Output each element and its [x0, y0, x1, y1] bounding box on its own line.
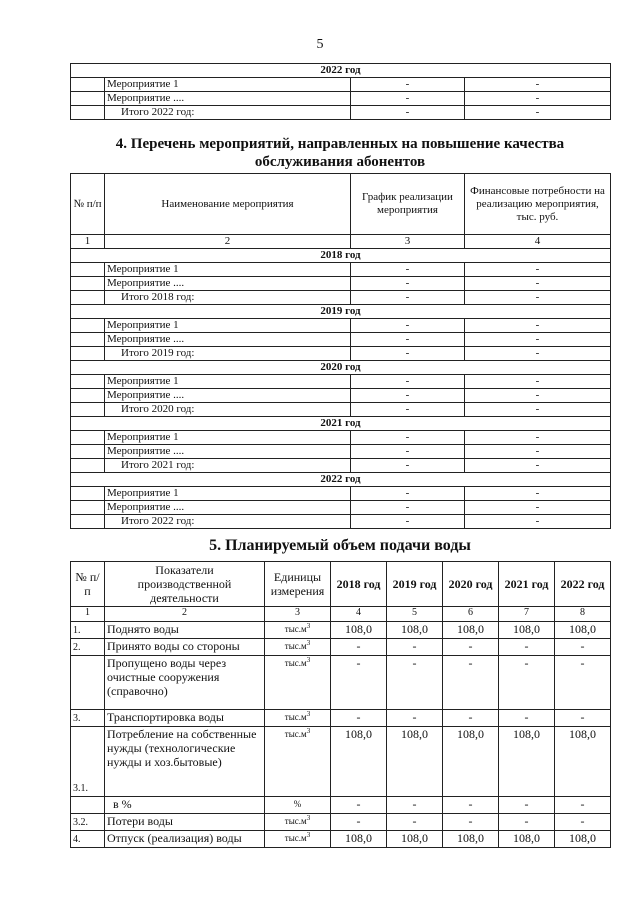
year-value: -	[387, 814, 443, 831]
indicator-name: в %	[105, 797, 265, 814]
year-value: -	[387, 710, 443, 727]
page-number: 5	[316, 37, 324, 52]
event-name: Мероприятие ....	[105, 333, 351, 347]
schedule-value: -	[351, 501, 465, 515]
column-number-row	[71, 607, 611, 622]
unit-superscript: 3	[306, 656, 311, 664]
row-num-cell	[71, 277, 105, 291]
finance-value: -	[465, 347, 611, 361]
indicator-name: Отпуск (реализация) воды	[105, 831, 265, 848]
unit-text: тыс.м	[284, 641, 307, 651]
header-year: 2021 год	[499, 562, 555, 607]
year-value: -	[331, 710, 387, 727]
year-value: -	[443, 639, 499, 656]
year-label: 2022 год	[71, 64, 611, 78]
year-value: 108,0	[555, 622, 611, 639]
year-value: 108,0	[555, 727, 611, 797]
event-name: Мероприятие ....	[105, 445, 351, 459]
year-value: -	[443, 710, 499, 727]
unit-cell	[265, 831, 331, 848]
row-num-cell	[71, 403, 105, 417]
column-number: 7	[499, 607, 555, 622]
row-num-cell	[71, 515, 105, 529]
event-name: Мероприятие ....	[105, 389, 351, 403]
header-num: № п/п	[71, 562, 105, 607]
schedule-value: -	[351, 403, 465, 417]
table-row	[71, 263, 611, 277]
unit-text: тыс.м	[284, 833, 307, 843]
row-num-cell	[71, 431, 105, 445]
table-row	[71, 797, 611, 814]
row-number: 2.	[71, 639, 105, 656]
schedule-value: -	[351, 459, 465, 473]
year-label: 2020 год	[71, 361, 611, 375]
unit-text: тыс.м	[284, 712, 307, 722]
table-header-row	[71, 562, 611, 607]
section4-title-line2: обслуживания абонентов	[254, 154, 426, 170]
year-header-row	[71, 64, 611, 78]
table-header-row	[71, 174, 611, 235]
schedule-value: -	[351, 389, 465, 403]
schedule-value: -	[351, 319, 465, 333]
table-row	[71, 347, 611, 361]
table-row	[71, 459, 611, 473]
finance-value: -	[465, 403, 611, 417]
schedule-value: -	[351, 263, 465, 277]
header-year: 2022 год	[555, 562, 611, 607]
header-schedule: График реализации мероприятия	[351, 174, 465, 235]
column-number: 4	[331, 607, 387, 622]
schedule-value: -	[351, 431, 465, 445]
finance-value: -	[465, 515, 611, 529]
year-label: 2019 год	[71, 305, 611, 319]
unit-text: тыс.м	[284, 624, 307, 634]
indicator-name: Пропущено воды через очистные сооружения (справочно)	[105, 656, 265, 710]
unit-superscript: 3	[306, 831, 311, 839]
finance-value: -	[465, 78, 611, 92]
unit-text: тыс.м	[284, 816, 307, 826]
year-value: 108,0	[387, 727, 443, 797]
year-value: -	[555, 814, 611, 831]
unit-superscript: 3	[306, 727, 311, 735]
header-num: № п/п	[71, 174, 105, 235]
column-number: 2	[105, 607, 265, 622]
year-value: 108,0	[331, 622, 387, 639]
year-header-row	[71, 473, 611, 487]
column-number: 3	[351, 235, 465, 249]
schedule-value: -	[351, 347, 465, 361]
year-value: -	[499, 814, 555, 831]
header-year: 2019 год	[387, 562, 443, 607]
table-row	[71, 92, 611, 106]
row-num-cell	[71, 487, 105, 501]
indicator-name: Потребление на собственные нужды (технологические нужды и хоз.бытовые)	[105, 727, 265, 797]
year-header-row	[71, 361, 611, 375]
row-num-cell	[71, 78, 105, 92]
year-value: -	[443, 814, 499, 831]
unit-cell	[265, 656, 331, 710]
year-value: 108,0	[331, 831, 387, 848]
unit-cell	[265, 622, 331, 639]
header-finance: Финансовые потребности на реализацию мероприятия, тыс. руб.	[465, 174, 611, 235]
event-name: Мероприятие 1	[105, 431, 351, 445]
event-name: Мероприятие 1	[105, 375, 351, 389]
indicator-name: Транспортировка воды	[105, 710, 265, 727]
year-value: -	[499, 639, 555, 656]
year-label: 2021 год	[71, 417, 611, 431]
table-row	[71, 403, 611, 417]
schedule-value: -	[351, 78, 465, 92]
year-value: 108,0	[387, 622, 443, 639]
finance-value: -	[465, 319, 611, 333]
year-header-row	[71, 305, 611, 319]
finance-value: -	[465, 389, 611, 403]
finance-value: -	[465, 277, 611, 291]
year-value: -	[555, 797, 611, 814]
row-num-cell	[71, 291, 105, 305]
row-num-cell	[71, 389, 105, 403]
column-number: 1	[71, 607, 105, 622]
row-number: 3.	[71, 710, 105, 727]
table-row	[71, 333, 611, 347]
schedule-value: -	[351, 515, 465, 529]
row-number	[71, 797, 105, 814]
table-row	[71, 445, 611, 459]
unit-text: тыс.м	[284, 729, 307, 739]
event-name: Мероприятие 1	[105, 487, 351, 501]
row-number: 3.2.	[71, 814, 105, 831]
year-label: 2022 год	[71, 473, 611, 487]
indicator-name: Принято воды со стороны	[105, 639, 265, 656]
year-value: -	[387, 797, 443, 814]
event-name: Мероприятие ....	[105, 277, 351, 291]
section4-title-line1: 4. Перечень мероприятий, направленных на повышение качества	[115, 136, 565, 152]
row-num-cell	[71, 375, 105, 389]
event-name: Итого 2022 год:	[105, 515, 351, 529]
table-row	[71, 501, 611, 515]
finance-value: -	[465, 291, 611, 305]
row-num-cell	[71, 92, 105, 106]
finance-value: -	[465, 106, 611, 120]
finance-value: -	[465, 333, 611, 347]
column-number: 6	[443, 607, 499, 622]
table-row	[71, 831, 611, 848]
event-name: Мероприятие ....	[105, 92, 351, 106]
year-value: 108,0	[499, 622, 555, 639]
row-num-cell	[71, 263, 105, 277]
event-name: Итого 2021 год:	[105, 459, 351, 473]
column-number: 5	[387, 607, 443, 622]
finance-value: -	[465, 92, 611, 106]
schedule-value: -	[351, 375, 465, 389]
unit-superscript: 3	[306, 622, 311, 630]
unit-superscript: 3	[306, 710, 311, 718]
finance-value: -	[465, 375, 611, 389]
year-value: -	[387, 656, 443, 710]
table-row	[71, 727, 611, 797]
row-num-cell	[71, 319, 105, 333]
indicator-name: Потери воды	[105, 814, 265, 831]
schedule-value: -	[351, 487, 465, 501]
table-row	[71, 622, 611, 639]
table-row	[71, 319, 611, 333]
column-number: 4	[465, 235, 611, 249]
finance-value: -	[465, 431, 611, 445]
unit-superscript: 3	[306, 639, 311, 647]
row-num-cell	[71, 347, 105, 361]
unit-cell	[265, 727, 331, 797]
row-num-cell	[71, 333, 105, 347]
year-value: -	[331, 814, 387, 831]
event-name: Итого 2022 год:	[105, 106, 351, 120]
year-value: 108,0	[387, 831, 443, 848]
column-number: 8	[555, 607, 611, 622]
year-header-row	[71, 417, 611, 431]
unit-text: тыс.м	[284, 658, 307, 668]
row-num-cell	[71, 106, 105, 120]
unit-cell	[265, 797, 331, 814]
schedule-value: -	[351, 106, 465, 120]
top-year-table	[70, 63, 611, 120]
event-name: Мероприятие 1	[105, 78, 351, 92]
column-number-row	[71, 235, 611, 249]
year-value: 108,0	[443, 727, 499, 797]
year-value: -	[443, 656, 499, 710]
table-row	[71, 431, 611, 445]
header-unit: Единицы измерения	[265, 562, 331, 607]
indicator-name: Поднято воды	[105, 622, 265, 639]
year-value: -	[331, 639, 387, 656]
finance-value: -	[465, 487, 611, 501]
year-value: -	[499, 797, 555, 814]
header-year: 2020 год	[443, 562, 499, 607]
year-header-row	[71, 249, 611, 263]
year-value: -	[331, 797, 387, 814]
schedule-value: -	[351, 92, 465, 106]
section4-table	[70, 173, 611, 529]
table-row	[71, 814, 611, 831]
unit-cell	[265, 639, 331, 656]
year-value: 108,0	[499, 831, 555, 848]
row-number: 1.	[71, 622, 105, 639]
unit-cell	[265, 710, 331, 727]
row-number	[71, 656, 105, 710]
row-num-cell	[71, 445, 105, 459]
row-num-cell	[71, 459, 105, 473]
schedule-value: -	[351, 291, 465, 305]
year-label: 2018 год	[71, 249, 611, 263]
unit-text: %	[293, 799, 302, 809]
year-value: 108,0	[443, 831, 499, 848]
table-row	[71, 515, 611, 529]
table-row	[71, 639, 611, 656]
row-num-cell	[71, 501, 105, 515]
schedule-value: -	[351, 277, 465, 291]
table-row	[71, 710, 611, 727]
year-value: -	[387, 639, 443, 656]
finance-value: -	[465, 459, 611, 473]
year-value: -	[555, 639, 611, 656]
finance-value: -	[465, 445, 611, 459]
schedule-value: -	[351, 445, 465, 459]
table-row	[71, 656, 611, 710]
table-row	[71, 291, 611, 305]
event-name: Мероприятие 1	[105, 319, 351, 333]
row-number: 3.1.	[71, 727, 105, 797]
section5-table	[70, 561, 611, 848]
table-row	[71, 78, 611, 92]
column-number: 3	[265, 607, 331, 622]
schedule-value: -	[351, 333, 465, 347]
header-name: Наименование мероприятия	[105, 174, 351, 235]
year-value: -	[499, 710, 555, 727]
unit-superscript: 3	[306, 814, 311, 822]
section4-title	[70, 135, 610, 171]
year-value: -	[555, 656, 611, 710]
table-row	[71, 487, 611, 501]
column-number: 1	[71, 235, 105, 249]
table-row	[71, 375, 611, 389]
row-number: 4.	[71, 831, 105, 848]
year-value: -	[331, 656, 387, 710]
year-value: -	[499, 656, 555, 710]
event-name: Итого 2020 год:	[105, 403, 351, 417]
year-value: -	[555, 710, 611, 727]
event-name: Мероприятие ....	[105, 501, 351, 515]
year-value: 108,0	[331, 727, 387, 797]
header-indicator: Показатели производственной деятельности	[105, 562, 265, 607]
event-name: Итого 2019 год:	[105, 347, 351, 361]
finance-value: -	[465, 501, 611, 515]
unit-cell	[265, 814, 331, 831]
year-value: 108,0	[555, 831, 611, 848]
section5-title: 5. Планируемый объем подачи воды	[209, 537, 471, 554]
table-row	[71, 106, 611, 120]
event-name: Мероприятие 1	[105, 263, 351, 277]
year-value: 108,0	[443, 622, 499, 639]
table-row	[71, 389, 611, 403]
event-name: Итого 2018 год:	[105, 291, 351, 305]
year-value: -	[443, 797, 499, 814]
finance-value: -	[465, 263, 611, 277]
year-value: 108,0	[499, 727, 555, 797]
table-row	[71, 277, 611, 291]
column-number: 2	[105, 235, 351, 249]
header-year: 2018 год	[331, 562, 387, 607]
